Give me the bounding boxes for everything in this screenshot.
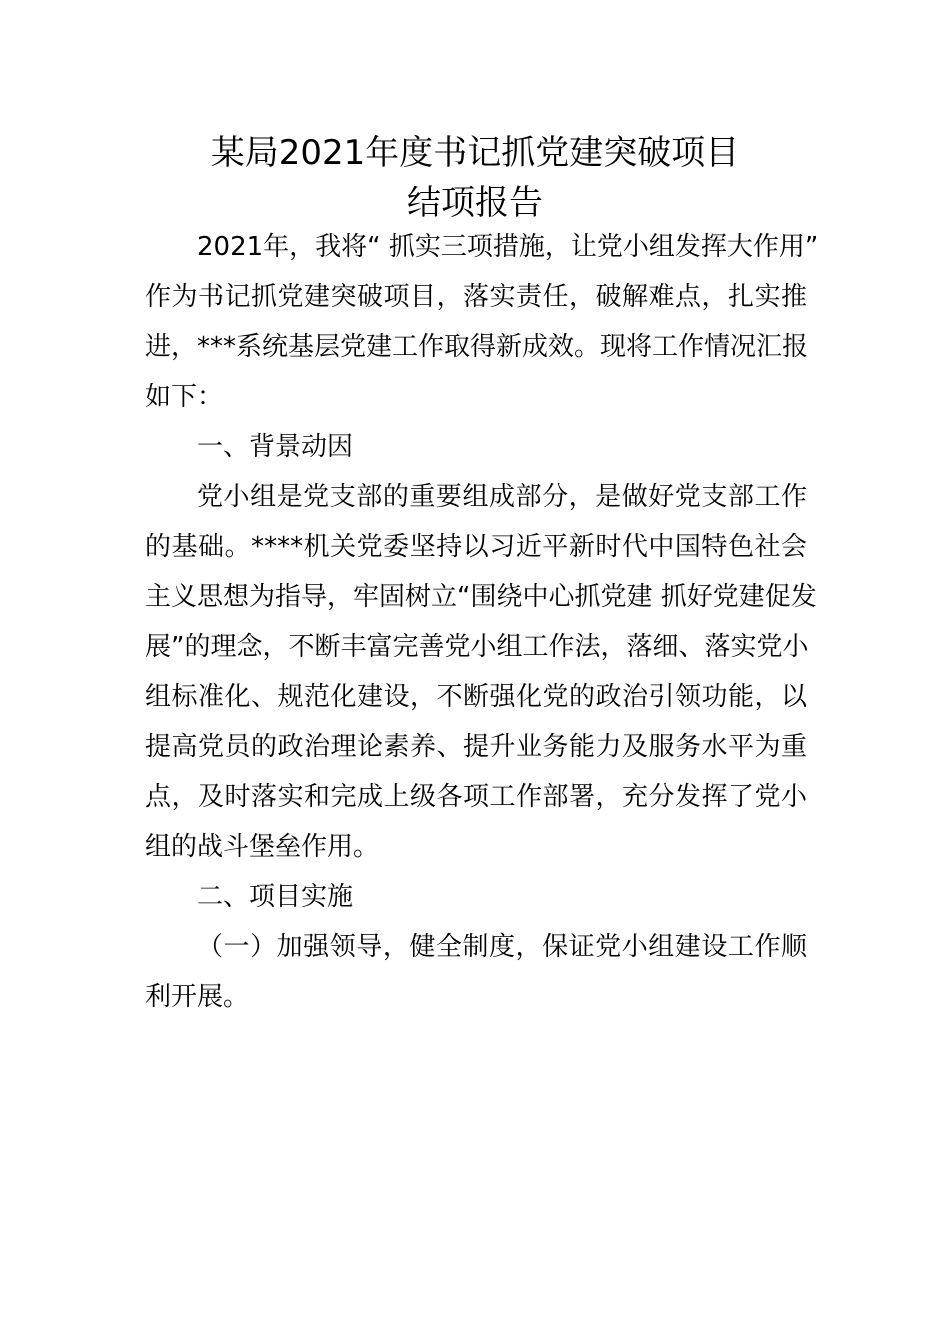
title-line-1: 某局2021年度书记抓党建突破项目 (210, 133, 740, 173)
section-heading-implementation: 二、项目实施 (197, 882, 354, 912)
paragraph-background-line-3: 主义思想为指导，牢固树立“围绕中心抓党建 抓好党建促发 (145, 582, 817, 612)
paragraph-background-line-2: 的基础。****机关党委坚持以习近平新时代中国特色社会 (145, 532, 807, 562)
paragraph-background-line-1: 党小组是党支部的重要组成部分，是做好党支部工作 (197, 482, 807, 512)
paragraph-intro-line-1: 2021年，我将“ 抓实三项措施，让党小组发挥大作用” (197, 232, 819, 262)
paragraph-intro-line-4: 如下： (145, 382, 224, 412)
paragraph-background-line-5: 组标准化、规范化建设，不断强化党的政治引领功能，以 (145, 682, 807, 712)
paragraph-background-line-8: 组的战斗堡垒作用。 (145, 832, 380, 862)
title-line-2: 结项报告 (407, 183, 543, 223)
paragraph-intro-line-3: 进，***系统基层党建工作取得新成效。现将工作情况汇报 (145, 332, 809, 362)
paragraph-intro-line-2: 作为书记抓党建突破项目，落实责任，破解难点，扎实推 (145, 282, 807, 312)
section-heading-background: 一、背景动因 (197, 432, 354, 462)
document-title (0, 128, 950, 228)
subsection-heading-line-1: （一）加强领导，健全制度，保证党小组建设工作顺 (197, 932, 807, 962)
subsection-heading-line-2: 利开展。 (145, 982, 250, 1012)
paragraph-background-line-6: 提高党员的政治理论素养、提升业务能力及服务水平为重 (145, 732, 807, 762)
document-body (145, 222, 819, 1022)
paragraph-background-line-4: 展”的理念，不断丰富完善党小组工作法，落细、落实党小 (145, 632, 809, 662)
paragraph-background-line-7: 点，及时落实和完成上级各项工作部署，充分发挥了党小 (145, 782, 807, 812)
